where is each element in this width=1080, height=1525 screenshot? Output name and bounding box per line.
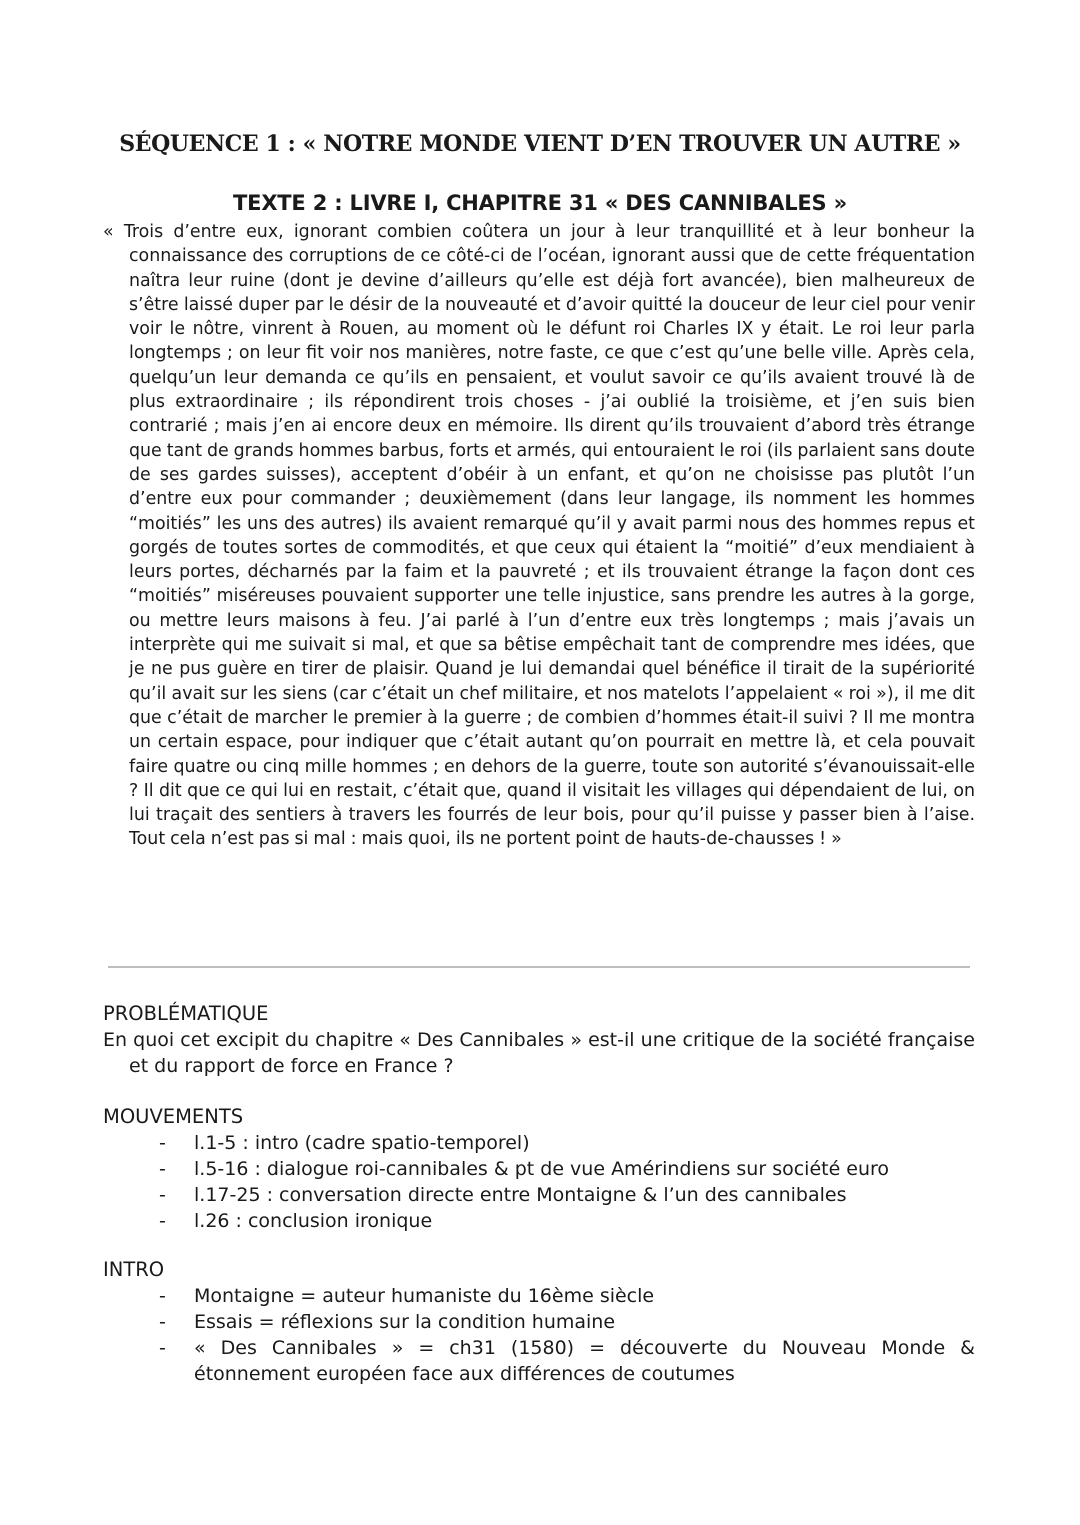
sequence-title: SÉQUENCE 1 : « NOTRE MONDE VIENT D’EN TROUVER UN AUTRE » [119,131,961,157]
list-item [103,1130,975,1156]
dash-bullet: - [159,1184,166,1206]
mouvements-section [103,1104,975,1234]
list-item [103,1182,975,1208]
excerpt-quote: « Trois d’entre eux, ignorant combien coûtera un jour à leur tranquillité et à leur bonheur la connaissance des corruptions de ce côté-ci de l’océan, ignorant aussi que de cette fréquentation naîtra leur ruine (dont je devine d’ailleurs qu’elle est déjà fort avancée), bien malheureux de s’être laissé duper par le désir de la nouveauté et d’avoir quitté la douceur de leur ciel pour venir voir le nôtre, vinrent à Rouen, au moment où le défunt roi Charles IX y était. Le roi leur parla longtemps ; on leur fit voir nos manières, notre faste, ce que c’est qu’une belle ville. Après cela, quelqu’un leur demanda ce qu’ils en pensaient, et voulut savoir ce qu’ils avaient trouvé là de plus extraordinaire ; ils répondirent trois choses - j’ai oublié la troisième, et j’en suis bien contrarié ; mais j’en ai encore deux en mémoire. Ils dirent qu’ils trouvaient d’abord très étrange que tant de grands hommes barbus, forts et armés, qui entouraient le roi (ils parlaient sans doute de ses gardes suisses), acceptent d’obéir à un enfant, et qu’on ne choisisse pas plutôt l’un d’entre eux pour commander ; deuxièmement (dans leur langage, ils nomment les hommes “moitiés” les uns des autres) ils avaient remarqué qu’il y avait parmi nous des hommes repus et gorgés de toutes sortes de commodités, et que ceux qui étaient la “moitié” d’eux mendiaient à leurs portes, décharnés par la faim et la pauvreté ; et ils trouvaient étrange la façon dont ces “moitiés” miséreuses pouvaient supporter une telle injustice, sans prendre les autres à la gorge, ou mettre leurs maisons à feu. J’ai parlé à l’un d’entre eux très longtemps ; mais j’avais un interprète qui me suivait si mal, et que sa bêtise empêchait tant de comprendre mes idées, que je ne pus guère en tirer de plaisir. Quand je lui demandai quel bénéfice il tirait de la supériorité qu’il avait sur les siens (car c’était un chef militaire, et nos matelots l’appelaient « roi »), il me dit que c’était de marcher le premier à la guerre ; de combien d’hommes était-il suivi ? Il me montra un certain espace, pour indiquer que c’était autant qu’on pourrait en mettre là, et cela pouvait faire quatre ou cinq mille hommes ; en dehors de la guerre, toute son autorité s’évanouissait-elle ? Il dit que ce qui lui en restait, c’était que, quand il visitait les villages qui dépendaient de lui, on lui traçait des sentiers à travers les fourrés de leur bois, pour qu’il puisse y passer bien à l’aise. Tout cela n’est pas si mal : mais quoi, ils ne portent point de hauts-de-chausses ! » [103,222,975,850]
text-title: TEXTE 2 : LIVRE I, CHAPITRE 31 « DES CANNIBALES » [233,191,847,215]
list-item-text: l.5-16 : dialogue roi-cannibales & pt de vue Amérindiens sur société euro [194,1158,890,1180]
dash-bullet: - [159,1132,166,1154]
list-item-text: Essais = réflexions sur la condition humaine [194,1311,616,1333]
list-item-text: Montaigne = auteur humaniste du 16ème siècle [194,1285,655,1307]
list-item [103,1208,975,1234]
list-item-text: l.26 : conclusion ironique [194,1210,433,1232]
dash-bullet: - [159,1285,166,1307]
section-divider [108,966,970,968]
list-item-text: « Des Cannibales » = ch31 (1580) = découverte du Nouveau Monde & étonnement européen face aux différences de coutumes [194,1337,975,1385]
intro-list [103,1283,975,1387]
intro-heading: INTRO [103,1258,165,1281]
problematique-text: En quoi cet excipit du chapitre « Des Cannibales » est-il une critique de la société française et du rapport de force en France ? [103,1029,975,1077]
list-item [103,1283,975,1309]
list-item [103,1335,975,1387]
problematique-heading: PROBLÉMATIQUE [103,1002,269,1025]
list-item [103,1156,975,1182]
list-item-text: l.17-25 : conversation directe entre Montaigne & l’un des cannibales [194,1184,847,1206]
dash-bullet: - [159,1311,166,1333]
dash-bullet: - [159,1210,166,1232]
problematique-section [103,1001,975,1079]
dash-bullet: - [159,1158,166,1180]
mouvements-heading: MOUVEMENTS [103,1105,244,1128]
list-item-text: l.1-5 : intro (cadre spatio-temporel) [194,1132,530,1154]
intro-section [103,1257,975,1387]
dash-bullet: - [159,1337,166,1359]
list-item [103,1309,975,1335]
mouvements-list [103,1130,975,1234]
